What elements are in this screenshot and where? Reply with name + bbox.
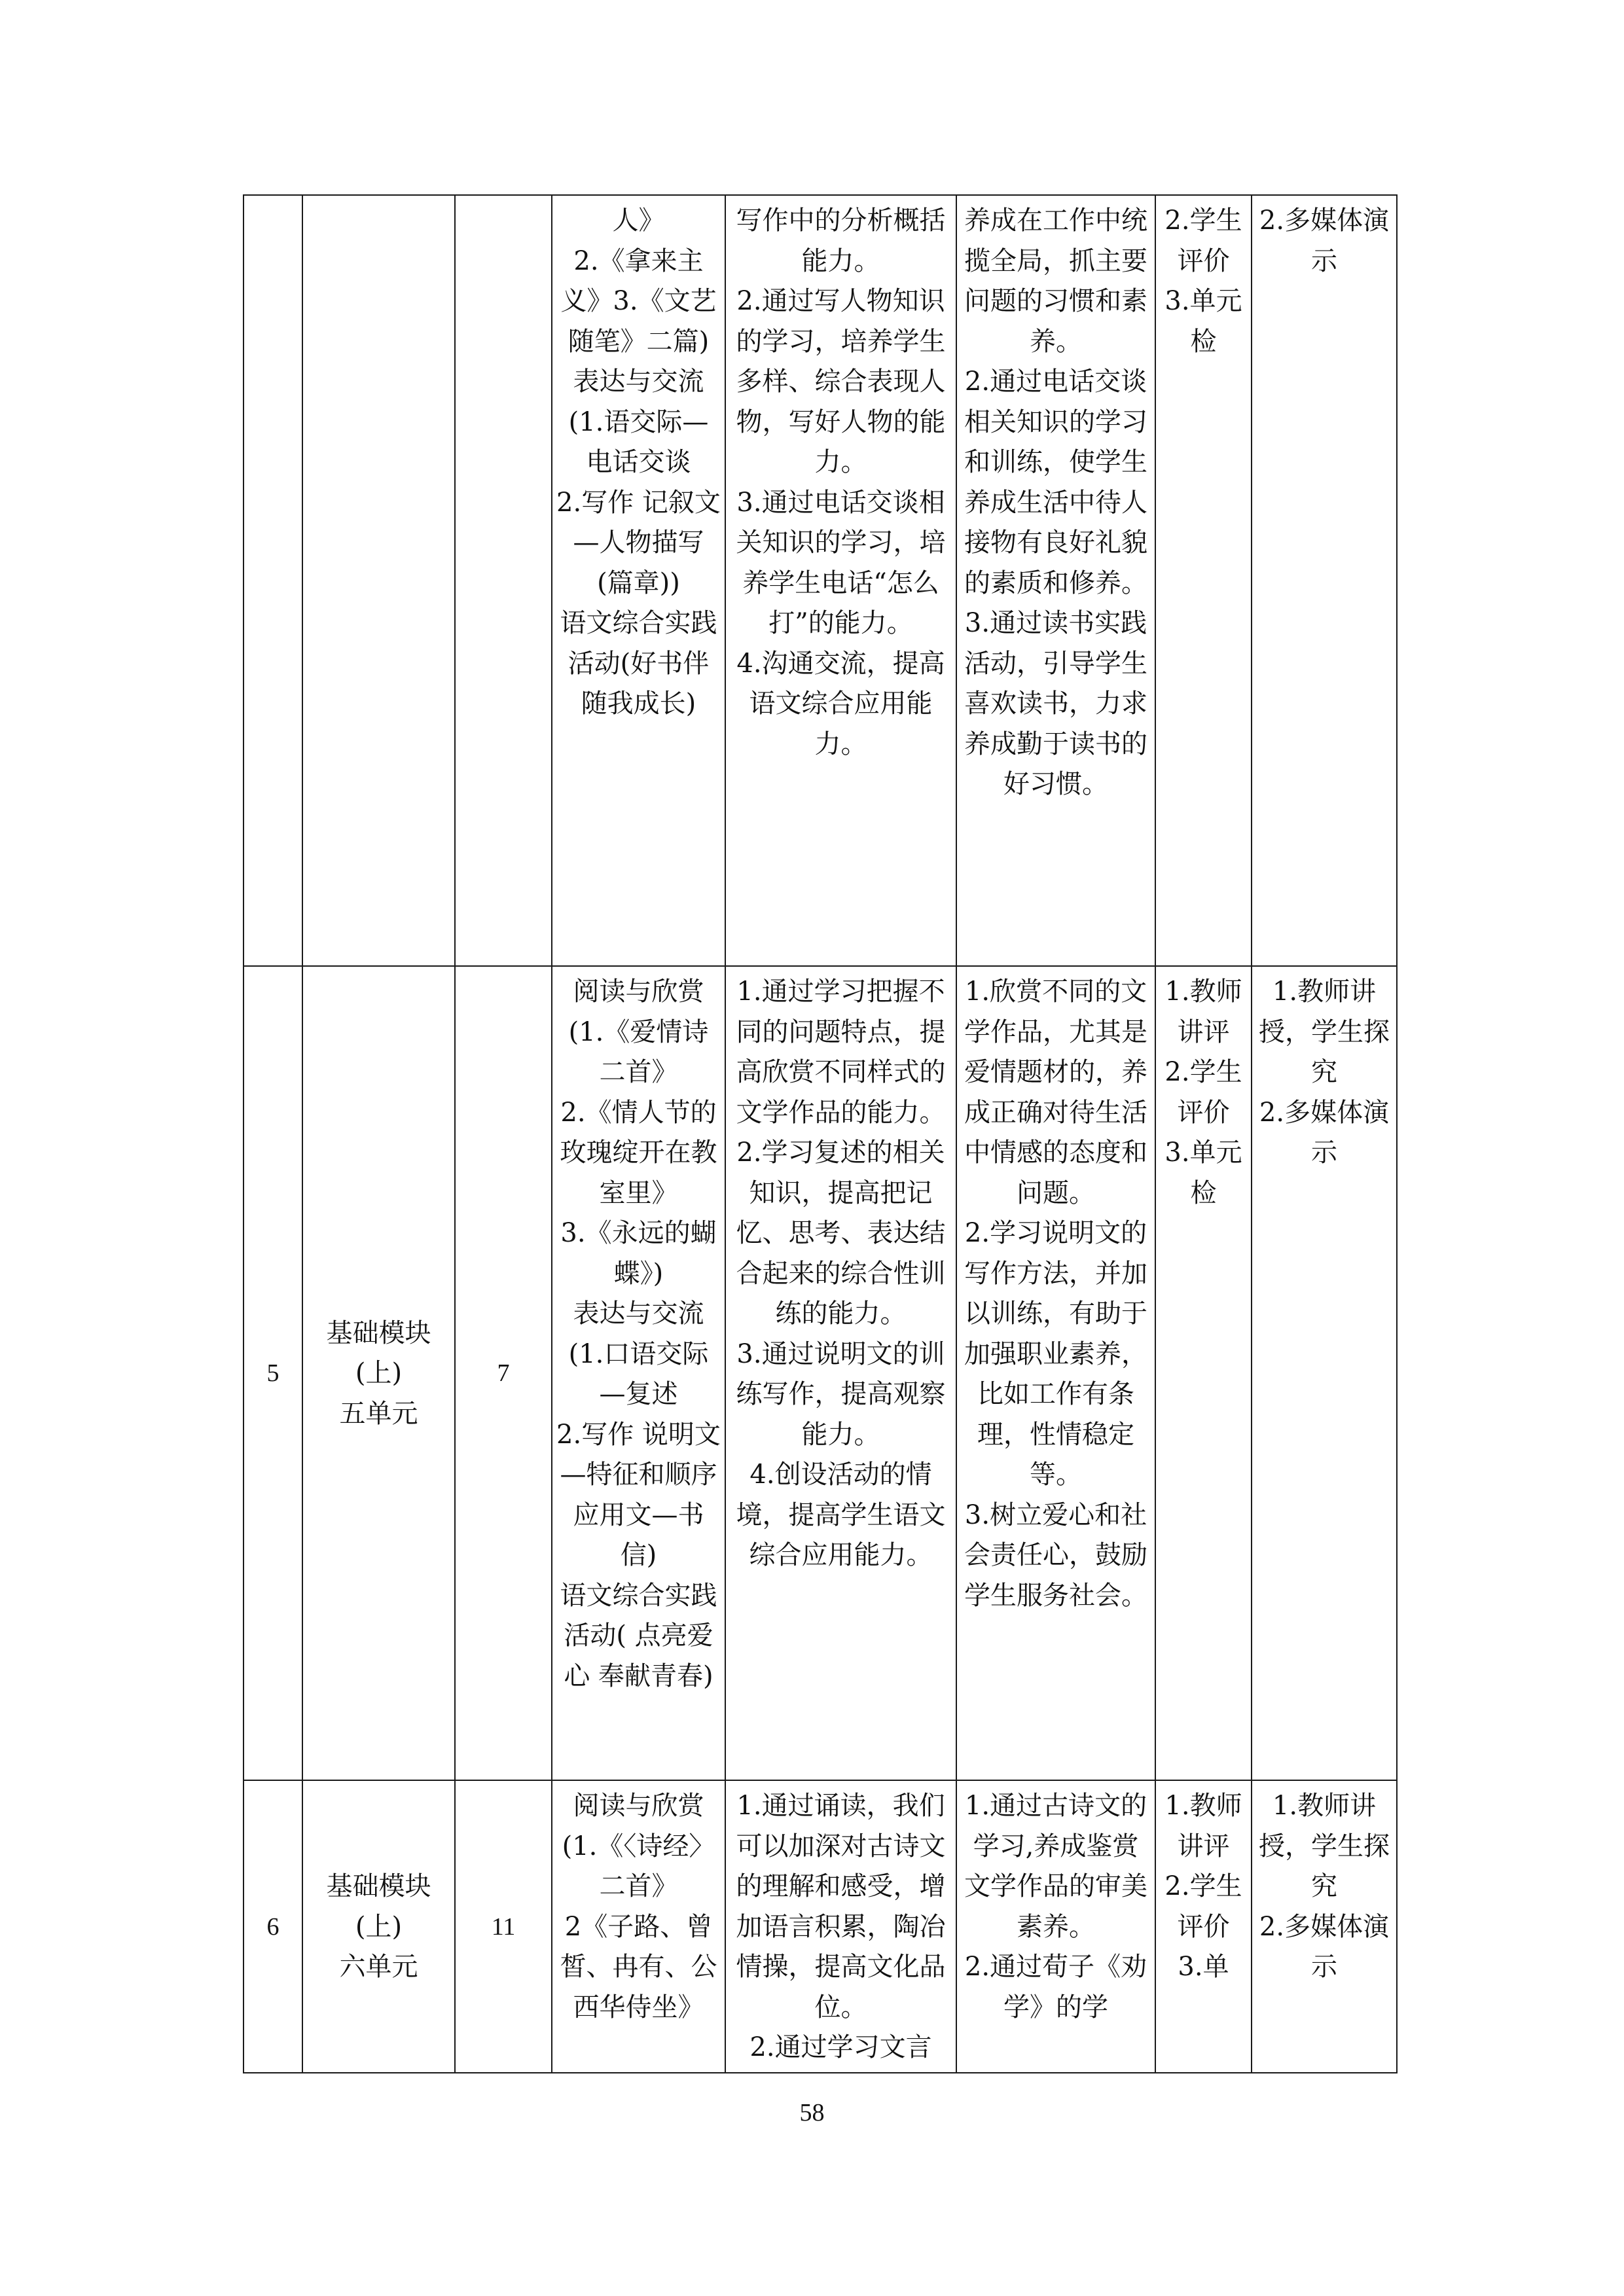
content-cell: 阅读与欣赏 (1.《〈诗经〉二首》 2《子路、曾皙、冉有、公西华侍坐》 xyxy=(552,1780,725,2073)
ability-goal-cell: 写作中的分析概括能力。 2.通过写人物知识的学习，培养学生多样、综合表现人物，写好人物的能力。 3.通过电话交谈相关知识的学习，培养学生电话“怎么打”的能力。 4.沟通交流，提高语文综合应用能力。 xyxy=(725,195,956,966)
module-cell: 基础模块 (上) 五单元 xyxy=(302,966,455,1780)
hours-cell: 11 xyxy=(455,1780,552,2073)
table-row xyxy=(244,195,1397,966)
evaluation-cell: 2.学生评价 3.单元检 xyxy=(1155,195,1252,966)
quality-goal-cell: 1.欣赏不同的文学作品，尤其是爱情题材的，养成正确对待生活中情感的态度和问题。 2.学习说明文的写作方法，并加以训练，有助于加强职业素养，比如工作有条理，性情稳定等。 3.树立爱心和社会责任心，鼓励学生服务社会。 xyxy=(956,966,1155,1780)
evaluation-cell: 1.教师讲评 2.学生评价 3.单 xyxy=(1155,1780,1252,2073)
row-number: 5 xyxy=(244,966,302,1780)
table-row xyxy=(244,1780,1397,2073)
hours-cell xyxy=(455,195,552,966)
quality-goal-cell: 1.通过古诗文的学习,养成鉴赏文学作品的审美素养。 2.通过荀子《劝学》的学 xyxy=(956,1780,1155,2073)
quality-goal-cell: 养成在工作中统揽全局，抓主要问题的习惯和素养。 2.通过电话交谈相关知识的学习和训练，使学生养成生活中待人接物有良好礼貌的素质和修养。 3.通过读书实践活动，引导学生喜欢读书，力求养成勤于读书的好习惯。 xyxy=(956,195,1155,966)
ability-goal-cell: 1.通过学习把握不同的问题特点，提高欣赏不同样式的文学作品的能力。 2.学习复述的相关知识，提高把记忆、思考、表达结合起来的综合性训练的能力。 3.通过说明文的训练写作，提高观察能力。 4.创设活动的情境，提高学生语文综合应用能力。 xyxy=(725,966,956,1780)
module-cell xyxy=(302,195,455,966)
evaluation-cell: 1.教师讲评 2.学生评价 3.单元检 xyxy=(1155,966,1252,1780)
teaching-plan-table xyxy=(243,194,1398,2073)
content-cell: 人》 2.《拿来主义》3.《文艺随笔》二篇) 表达与交流 (1.语交际—电话交谈 2.写作 记叙文—人物描写(篇章)) 语文综合实践活动(好书伴随我成长) xyxy=(552,195,725,966)
table-row xyxy=(244,966,1397,1780)
hours-cell: 7 xyxy=(455,966,552,1780)
method-cell: 2.多媒体演示 xyxy=(1252,195,1397,966)
method-cell: 1.教师讲授，学生探究 2.多媒体演示 xyxy=(1252,966,1397,1780)
method-cell: 1.教师讲授，学生探究 2.多媒体演示 xyxy=(1252,1780,1397,2073)
module-cell: 基础模块 (上) 六单元 xyxy=(302,1780,455,2073)
row-number: 6 xyxy=(244,1780,302,2073)
ability-goal-cell: 1.通过诵读，我们可以加深对古诗文的理解和感受，增加语言积累，陶冶情操，提高文化品位。 2.通过学习文言 xyxy=(725,1780,956,2073)
content-cell: 阅读与欣赏 (1.《爱情诗二首》 2.《情人节的玫瑰绽开在教室里》 3.《永远的蝴蝶》) 表达与交流 (1.口语交际—复述 2.写作 说明文—特征和顺序 应用文—书信) 语文综合实践活动( 点亮爱心 奉献青春) xyxy=(552,966,725,1780)
page-number: 58 xyxy=(799,2099,825,2126)
row-number xyxy=(244,195,302,966)
